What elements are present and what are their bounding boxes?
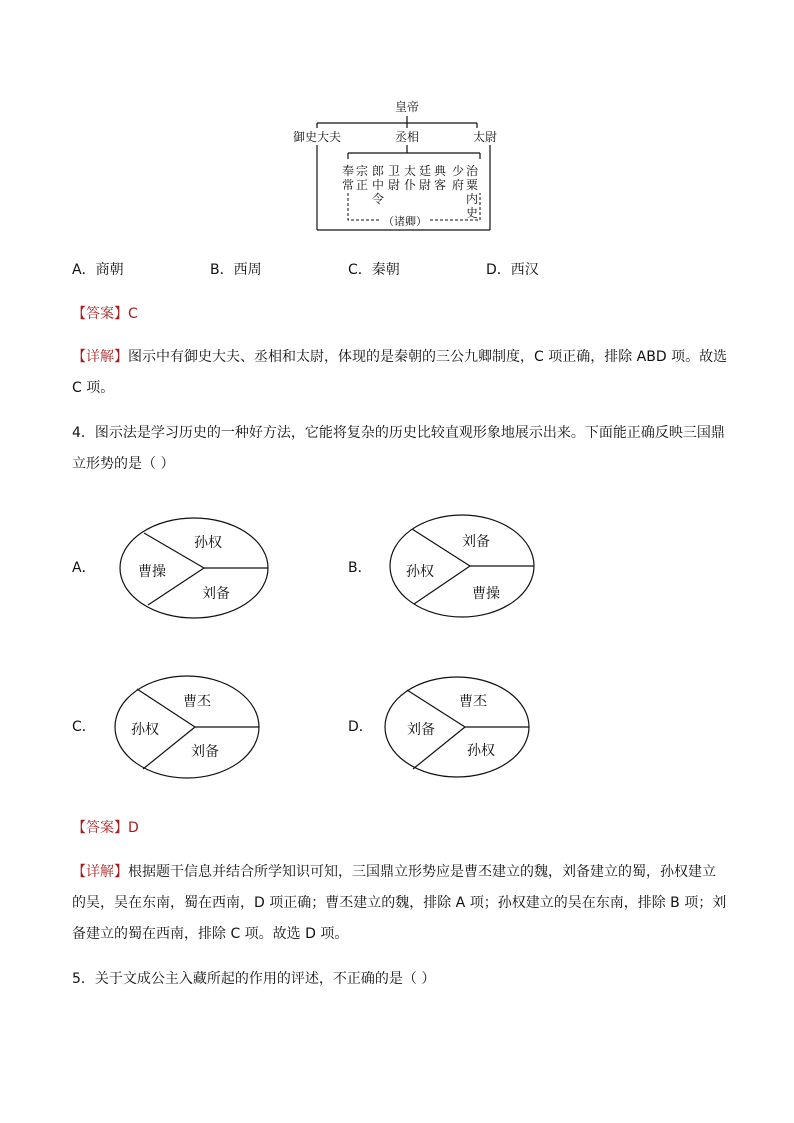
minister-title-char: 中: [371, 178, 385, 192]
region-left-label: 孙权: [406, 564, 434, 580]
detail-line: C 项。: [72, 380, 115, 396]
option-text: 秦朝: [371, 262, 400, 278]
option-text: 商朝: [95, 262, 124, 278]
region-lower-label: 刘备: [202, 586, 230, 602]
minister-title-char: 郎: [371, 164, 385, 178]
region-left-label: 孙权: [131, 722, 159, 738]
q4-option-b-diagram[interactable]: [388, 513, 540, 619]
q3-option-b[interactable]: [210, 260, 262, 280]
region-left-label: 曹操: [138, 564, 166, 580]
q4-stem: [72, 418, 732, 480]
detail-line: 的吴，吴在东南，蜀在西南，D 项正确；曹丕建立的魏，排除 A 项；孙权建立的吴在东南，排除 B 项；刘: [72, 895, 727, 911]
answer-tag: 【答案】: [72, 820, 128, 836]
q3-detail: [72, 342, 732, 404]
q4-option-a-diagram[interactable]: [118, 516, 272, 620]
chancellor-label: 丞相: [394, 130, 420, 144]
answer-value: C: [128, 306, 138, 322]
option-text: 西周: [233, 262, 262, 278]
ministers-group-label: （诸卿）: [383, 215, 427, 228]
minister-title-char: 治: [465, 164, 479, 178]
q4-option-c-letter[interactable]: C．: [72, 719, 96, 735]
detail-tag: 【详解】: [72, 349, 128, 365]
q4-detail: [72, 857, 732, 950]
q4-option-c-diagram[interactable]: [113, 674, 261, 780]
region-lower-label: 刘备: [191, 744, 219, 760]
answer-tag: 【答案】: [72, 306, 128, 322]
region-upper-label: 孙权: [194, 535, 222, 551]
region-lower-label: 孙权: [467, 743, 495, 759]
q4-option-b-letter[interactable]: B．: [348, 560, 372, 576]
minister-title-char: 少: [451, 164, 465, 178]
detail-text: 根据题干信息并结合所学知识可知，三国鼎立形势应是曹丕建立的魏，刘备建立的蜀，孙权建立: [128, 864, 716, 880]
q4-option-d-letter[interactable]: D．: [348, 719, 373, 735]
region-upper-label: 刘备: [462, 534, 490, 550]
q5-stem: 5．关于文成公主入藏所起的作用的评述，不正确的是（ ）: [72, 971, 436, 987]
region-left-label: 刘备: [407, 722, 435, 738]
commandant-label: 太尉: [472, 130, 498, 144]
option-letter: C．: [348, 262, 372, 278]
region-upper-label: 曹丕: [459, 694, 487, 710]
minister-title-char: 府: [451, 178, 465, 192]
q4-option-a-letter[interactable]: A．: [72, 560, 96, 576]
answer-value: D: [128, 820, 139, 836]
minister-title-char: 宗: [355, 164, 369, 178]
minister-title-char: 史: [465, 206, 479, 220]
minister-title-char: 太: [403, 164, 417, 178]
minister-title-char: 廷: [418, 164, 432, 178]
minister-title-char: 客: [433, 178, 447, 192]
q4-option-d-diagram[interactable]: [383, 675, 533, 781]
q3-option-c[interactable]: [348, 260, 400, 280]
minister-title-char: 令: [371, 192, 385, 206]
qin-central-government-diagram: [280, 95, 510, 240]
minister-title-char: 尉: [387, 178, 401, 192]
minister-title-char: 内: [465, 192, 479, 206]
minister-title-char: 常: [341, 178, 355, 192]
censor-label: 御史大夫: [292, 130, 342, 144]
q4-answer: [72, 818, 139, 838]
stem-line: 立形势的是（ ）: [72, 456, 175, 472]
option-letter: D．: [486, 262, 511, 278]
option-letter: B．: [210, 262, 234, 278]
detail-line: [72, 342, 732, 373]
minister-title-char: 尉: [418, 178, 432, 192]
minister-title-char: 奉: [341, 164, 355, 178]
q3-option-d[interactable]: [486, 260, 539, 280]
option-letter: A．: [72, 262, 96, 278]
q3-option-a[interactable]: [72, 260, 124, 280]
detail-tag: 【详解】: [72, 864, 128, 880]
option-text: 西汉: [510, 262, 539, 278]
emperor-label: 皇帝: [394, 100, 420, 114]
minister-title-char: 粟: [465, 178, 479, 192]
detail-text: 图示中有御史大夫、丞相和太尉，体现的是秦朝的三公九卿制度，C 项正确，排除 ABD 项。故选: [128, 349, 728, 365]
detail-line: 备建立的蜀在西南，排除 C 项。故选 D 项。: [72, 926, 349, 942]
minister-title-char: 正: [355, 178, 369, 192]
region-upper-label: 曹丕: [183, 694, 211, 710]
stem-line: 4．图示法是学习历史的一种好方法，它能将复杂的历史比较直观形象地展示出来。下面能正确反映三国鼎: [72, 425, 725, 441]
minister-title-char: 典: [433, 164, 447, 178]
q3-answer: [72, 304, 138, 324]
detail-line: [72, 857, 732, 888]
minister-title-char: 仆: [403, 178, 417, 192]
region-lower-label: 曹操: [472, 586, 500, 602]
minister-title-char: 卫: [387, 164, 401, 178]
